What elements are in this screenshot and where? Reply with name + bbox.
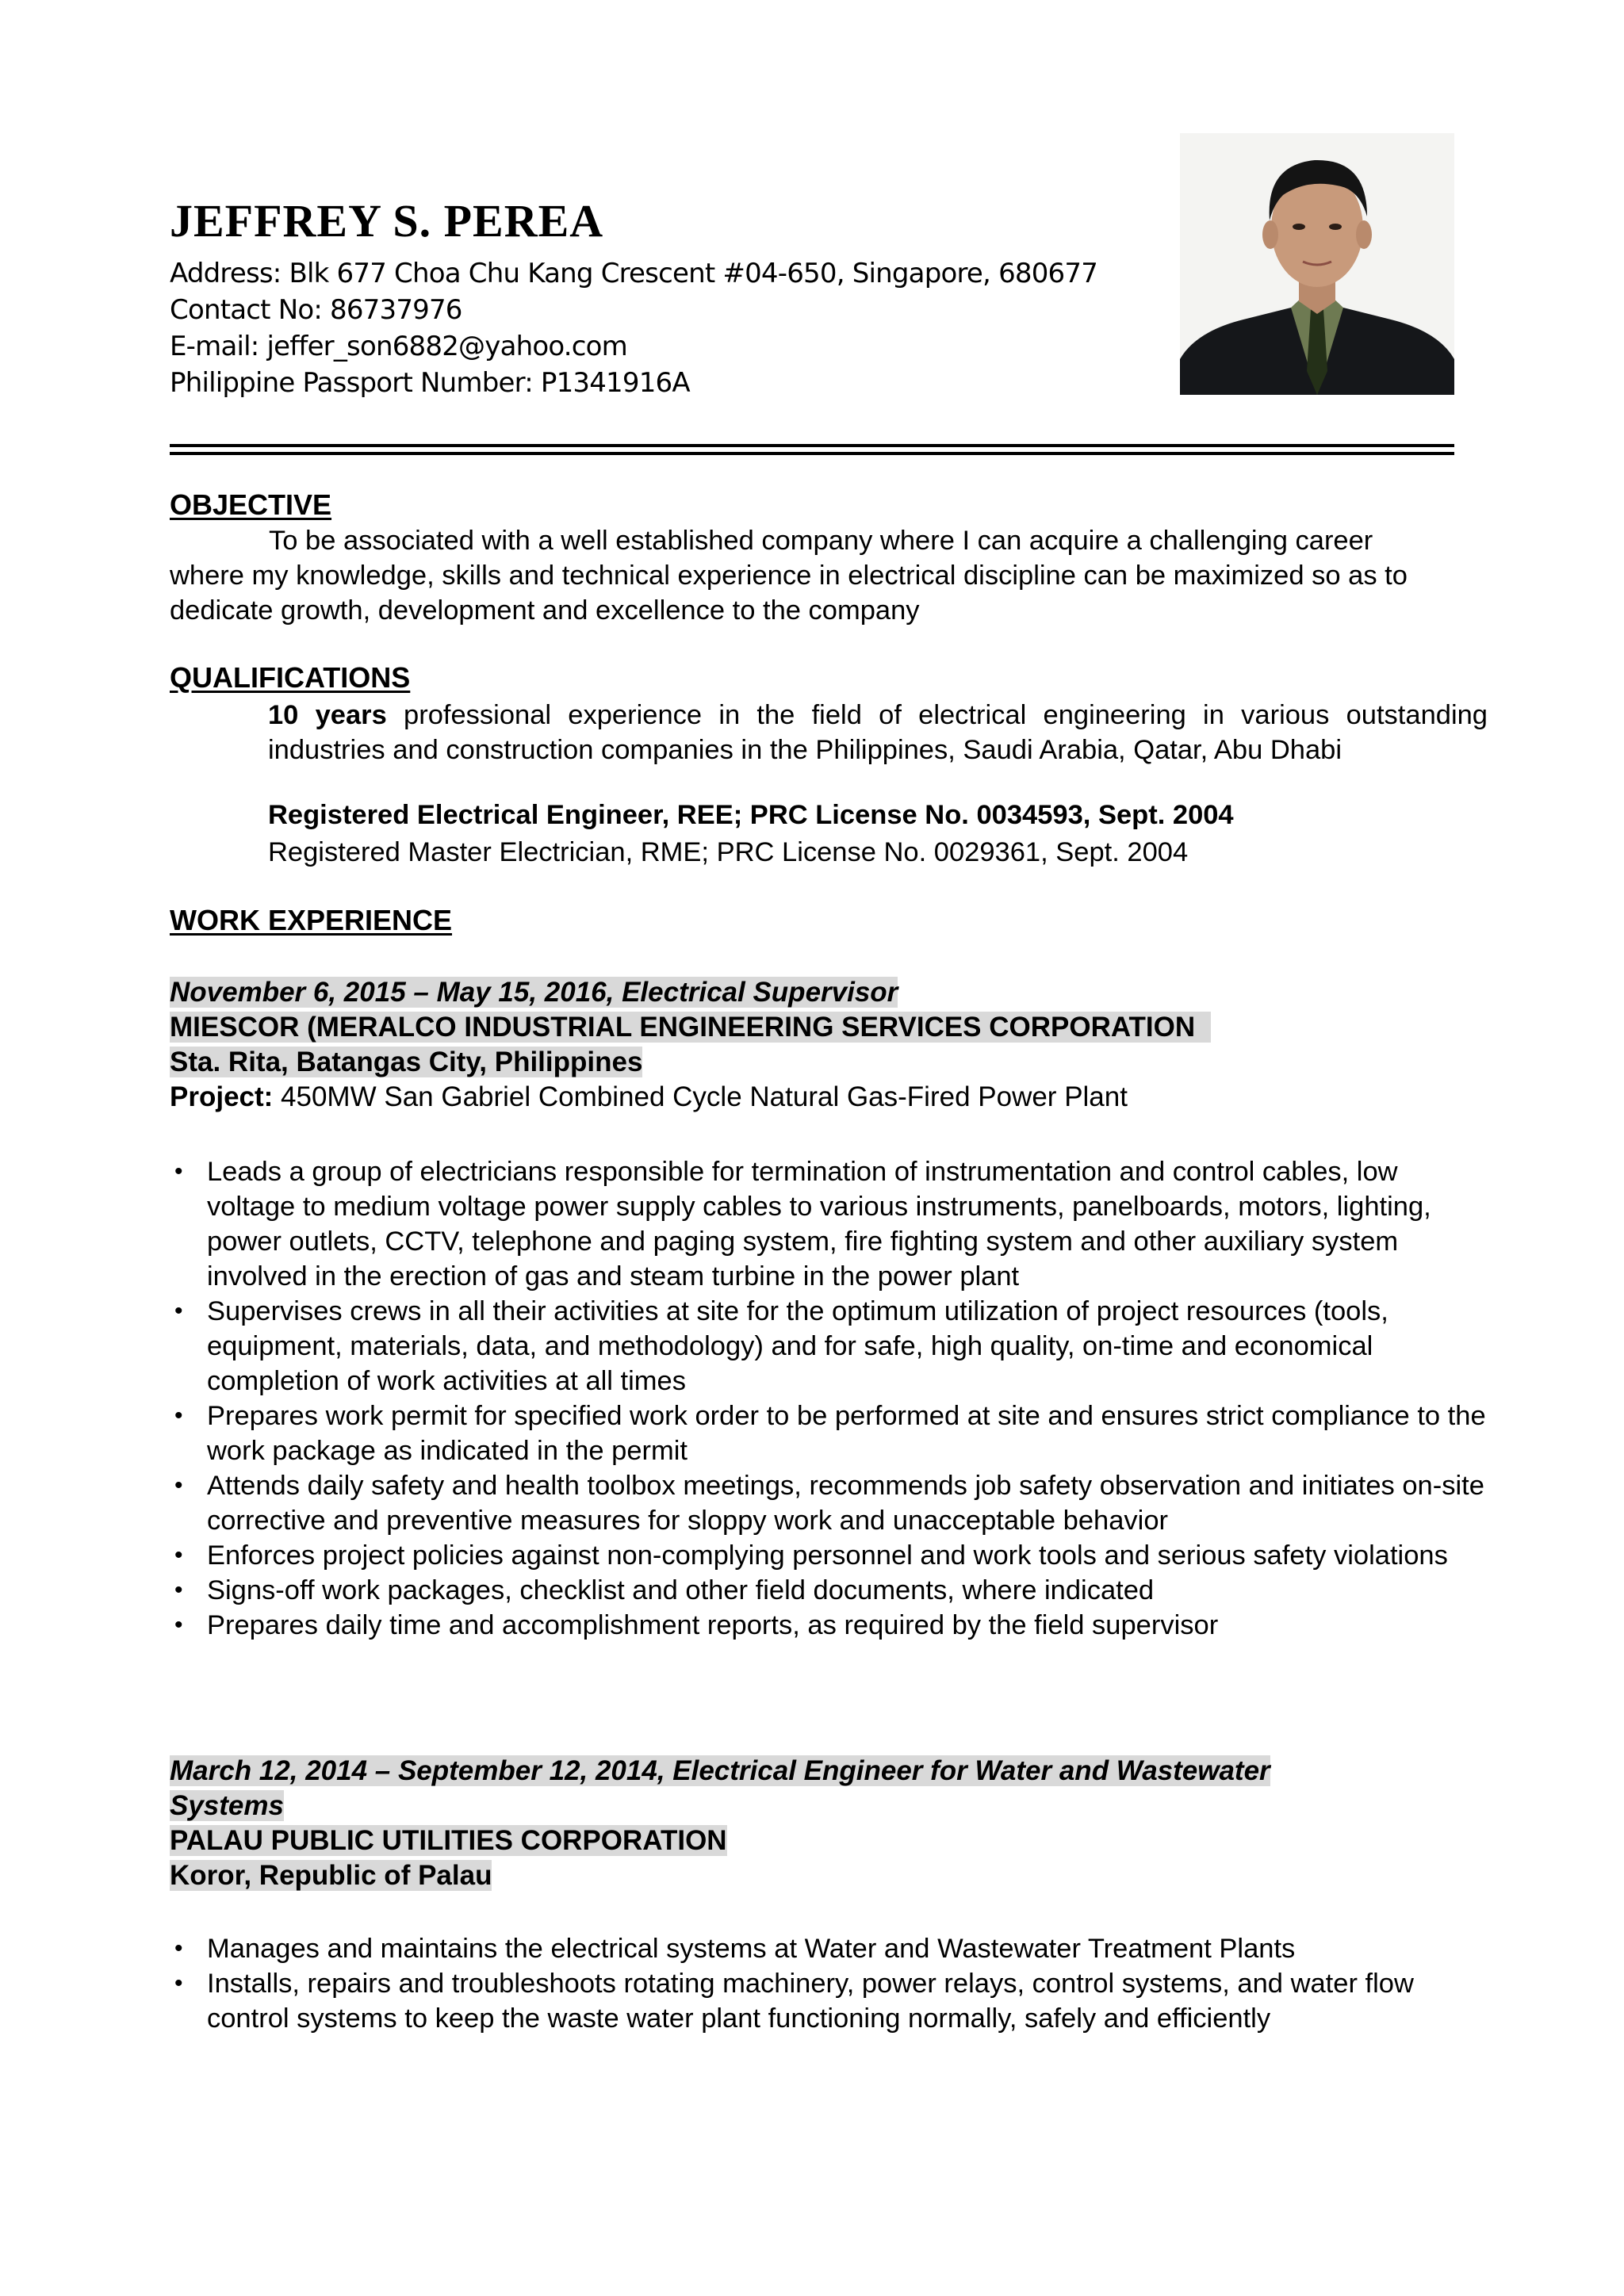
experience-details: professional experience in the field of electrical engineering in various outstanding industries and construction companies in the Philippines, Saudi Arabia, Qatar, Abu Dhabi [268,700,1488,765]
objective-heading: OBJECTIVE [170,488,332,521]
list-item: • Signs-off work packages, checklist and other field documents, where indicated [170,1573,1486,1608]
header-divider-top [170,444,1454,447]
bullet-icon: • [174,1542,183,1568]
bullet-icon: • [174,1612,183,1638]
applicant-name: JEFFREY S. PEREA [170,195,604,247]
list-item: • Prepares work permit for specified work order to be performed at site and ensures strict compliance to the work package as indicated in the permit [170,1399,1486,1468]
bullet-icon: • [174,1298,183,1324]
work-experience-heading: WORK EXPERIENCE [170,904,453,936]
bullet-icon: • [174,1402,183,1429]
job-1-duties [170,1154,1486,1643]
list-item: • Supervises crews in all their activities at site for the optimum utilization of project resources (tools, equipment, materials, data, and methodology) and for safe, high quality, on-time and economical completion of work activities at all times [170,1294,1486,1399]
contact-number-line: Contact No: 86737976 [170,294,462,326]
email-line: E-mail: jeffer_son6882@yahoo.com [170,331,627,362]
list-item: • Enforces project policies against non-complying personnel and work tools and serious safety violations [170,1538,1486,1573]
list-item: • Manages and maintains the electrical systems at Water and Wastewater Treatment Plants [170,1931,1486,1966]
job-1-location: Sta. Rita, Batangas City, Philippines [170,1047,643,1077]
qualification-ree: Registered Electrical Engineer, REE; PRC License No. 0034593, Sept. 2004 [268,800,1234,830]
qualifications-heading: QUALIFICATIONS [170,661,411,694]
applicant-photo [1180,133,1454,395]
job-1-company: MIESCOR (MERALCO INDUSTRIAL ENGINEERING SERVICES CORPORATION [170,1010,1211,1045]
portrait-image [1180,133,1454,395]
job-1-project [170,1080,1128,1115]
address-line: Address: Blk 677 Choa Chu Kang Crescent #04-650, Singapore, 680677 [170,258,1098,289]
list-item: • Attends daily safety and health toolbox meetings, recommends job safety observation and initiates on-site corrective and preventive measures for sloppy work and unacceptable behavior [170,1468,1486,1538]
contact-block [170,255,1097,401]
job-1-period-title: November 6, 2015 – May 15, 2016, Electrical Supervisor [170,977,898,1008]
bullet-icon: • [174,1577,183,1603]
project-label: Project: [170,1081,274,1112]
job-2-location: Koror, Republic of Palau [170,1860,492,1891]
project-value: 450MW San Gabriel Combined Cycle Natural Gas-Fired Power Plant [273,1081,1128,1112]
passport-line: Philippine Passport Number: P1341916A [170,367,690,399]
bullet-icon: • [174,1970,183,1996]
bullet-icon: • [174,1158,183,1184]
job-2-period-title: March 12, 2014 – September 12, 2014, Electrical Engineer for Water and Wastewater [170,1755,1270,1786]
qualification-rme: Registered Master Electrician, RME; PRC License No. 0029361, Sept. 2004 [268,837,1189,867]
header-divider-bottom [170,452,1454,455]
objective-text: To be associated with a well established company where I can acquire a challenging career where my knowledge, skills and technical experience in electrical discipline can be maximized so as to dedicate growth, development and excellence to the company [170,526,1408,626]
job-2-duties [170,1931,1486,2036]
list-item: • Installs, repairs and troubleshoots rotating machinery, power relays, control systems, and water flow control systems to keep the waste water plant functioning normally, safely and efficiently [170,1966,1486,2036]
qualification-experience [268,698,1488,767]
bullet-icon: • [174,1472,183,1498]
list-item: • Leads a group of electricians responsible for termination of instrumentation and control cables, low voltage to medium voltage power supply cables to various instruments, panelboards, motors, lighting, power outlets, CCTV, telephone and paging system, fire fighting system and other auxiliary system involved in the erection of gas and steam turbine in the power plant [170,1154,1486,1294]
job-2-company: PALAU PUBLIC UTILITIES CORPORATION [170,1825,727,1856]
experience-years: 10 years [268,700,387,730]
job-2-period-title-cont: Systems [170,1790,284,1821]
bullet-icon: • [174,1935,183,1961]
list-item: • Prepares daily time and accomplishment reports, as required by the field supervisor [170,1608,1486,1643]
